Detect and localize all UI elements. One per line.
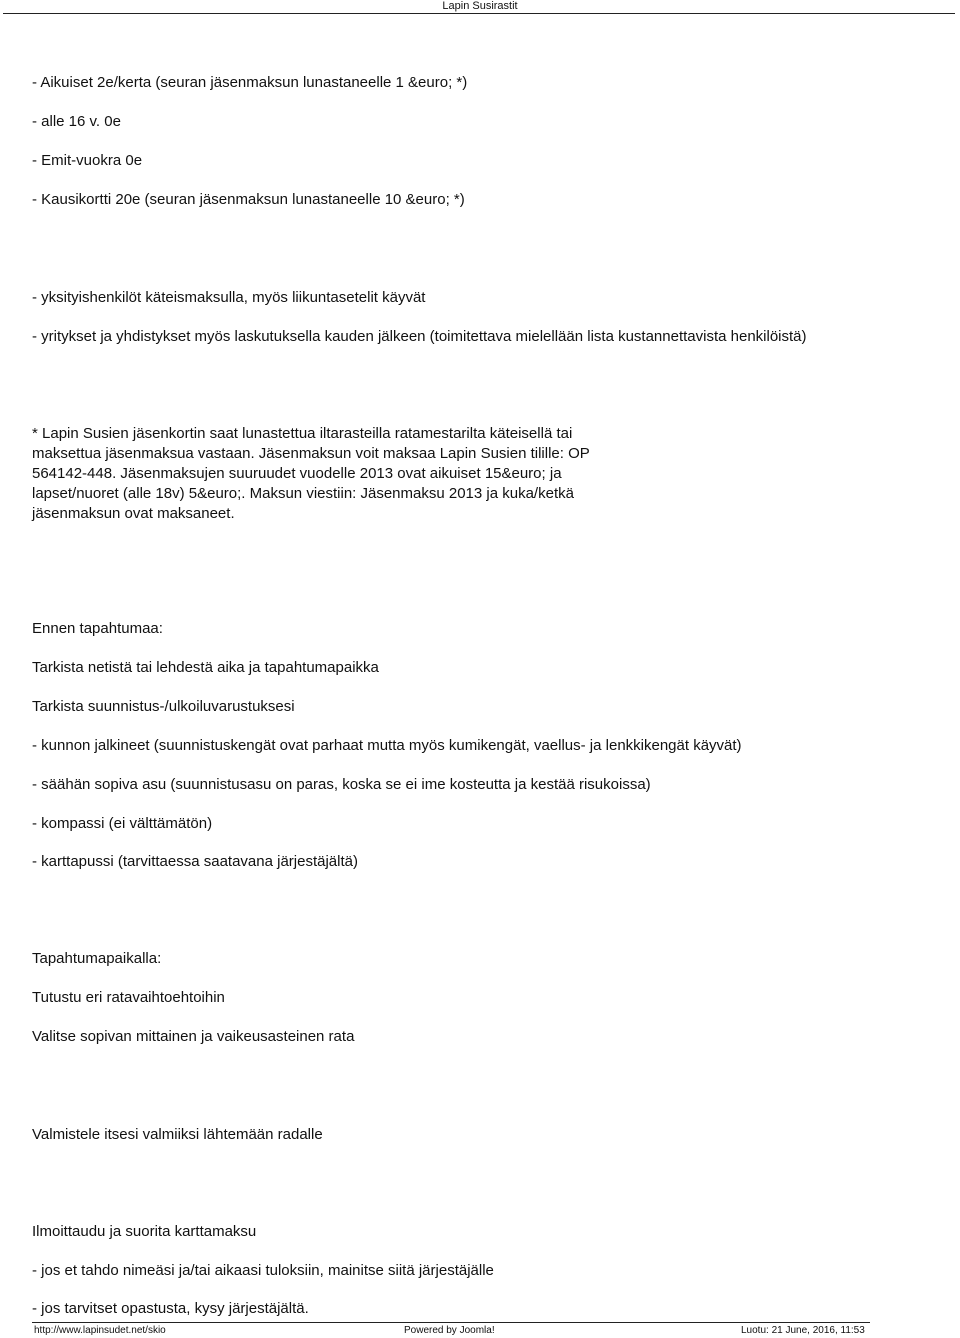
fee-under16: - alle 16 v. 0e bbox=[32, 113, 121, 130]
at-event-heading: Tapahtumapaikalla: bbox=[32, 950, 162, 967]
before-event-check-time: Tarkista netistä tai lehdestä aika ja tapahtumapaikka bbox=[32, 659, 379, 676]
gear-compass: - kompassi (ei välttämätön) bbox=[32, 815, 213, 832]
footer-powered-by: Powered by Joomla! bbox=[404, 1325, 495, 1336]
before-event-heading: Ennen tapahtumaa: bbox=[32, 620, 163, 637]
before-event-check-gear: Tarkista suunnistus-/ulkoiluvarustuksesi bbox=[32, 698, 295, 715]
payment-individuals: - yksityishenkilöt käteismaksulla, myös liikuntasetelit käyvät bbox=[32, 289, 426, 306]
at-event-register: Ilmoittaudu ja suorita karttamaksu bbox=[32, 1223, 257, 1240]
register-guidance: - jos tarvitset opastusta, kysy järjestäjältä. bbox=[32, 1300, 309, 1317]
fee-emit-rental: - Emit-vuokra 0e bbox=[32, 152, 143, 169]
at-event-choose: Valitse sopivan mittainen ja vaikeusasteinen rata bbox=[32, 1028, 355, 1045]
header-divider bbox=[3, 13, 955, 14]
register-no-name: - jos et tahdo nimeäsi ja/tai aikaasi tuloksiin, mainitse siitä järjestäjälle bbox=[32, 1262, 494, 1279]
fee-season-card: - Kausikortti 20e (seuran jäsenmaksun lunastaneelle 10 &euro; *) bbox=[32, 191, 465, 208]
gear-shoes: - kunnon jalkineet (suunnistuskengät ovat parhaat mutta myös kumikengät, vaellus- ja lenkkikengät käyvät) bbox=[32, 737, 742, 754]
membership-note: * Lapin Susien jäsenkortin saat lunastettua iltarasteilla ratamestarilta käteisellä tai maksettua jäsenmaksua vastaan. Jäsenmaksun voit maksaa Lapin Susien tilille: OP 564142-448. Jäsenmaksujen suuruudet vuodelle 2013 ovat aikuiset 15&euro; ja lapset/nuoret (alle 18v) 5&euro;. Maksun viestiin: Jäsenmaksu 2013 ja kuka/ketkä jäsenmaksun ovat maksaneet. bbox=[32, 425, 590, 522]
payment-companies: - yritykset ja yhdistykset myös laskutuksella kauden jälkeen (toimitettava mielellään lista kustannettavista henkilöistä) bbox=[32, 328, 807, 345]
footer-divider bbox=[32, 1322, 870, 1323]
gear-clothing: - säähän sopiva asu (suunnistusasu on paras, koska se ei ime kosteutta ja kestää risukoissa) bbox=[32, 776, 651, 793]
page-header-title: Lapin Susirastit bbox=[442, 0, 518, 12]
footer-url[interactable]: http://www.lapinsudet.net/skio bbox=[34, 1325, 166, 1336]
footer-created-date: Luotu: 21 June, 2016, 11:53 bbox=[741, 1325, 865, 1336]
at-event-prepare: Valmistele itsesi valmiiksi lähtemään radalle bbox=[32, 1126, 323, 1143]
at-event-explore: Tutustu eri ratavaihtoehtoihin bbox=[32, 989, 225, 1006]
fee-adults: - Aikuiset 2e/kerta (seuran jäsenmaksun lunastaneelle 1 &euro; *) bbox=[32, 74, 468, 91]
gear-map-bag: - karttapussi (tarvittaessa saatavana järjestäjältä) bbox=[32, 853, 358, 870]
